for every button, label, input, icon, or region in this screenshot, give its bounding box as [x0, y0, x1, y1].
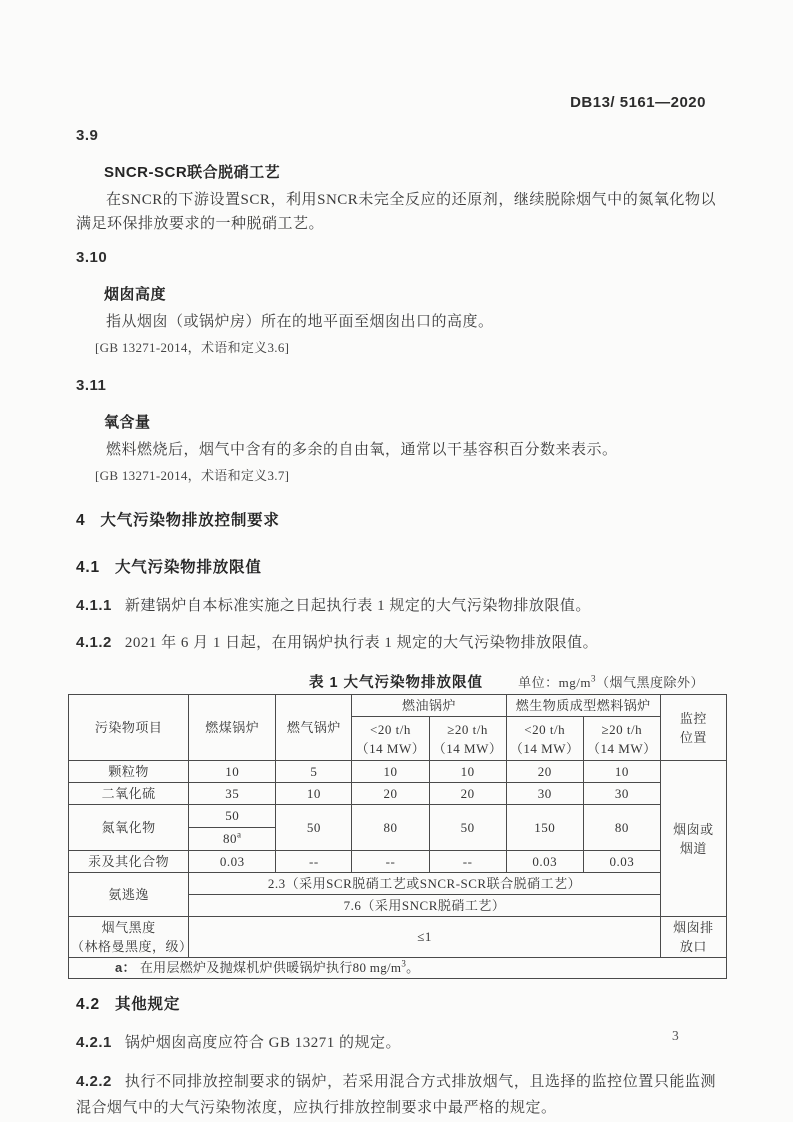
limit-cell: -- — [429, 851, 506, 873]
limit-cell: 50 — [429, 805, 506, 851]
table-footnote: a： 在用层燃炉及抛煤机炉供暖锅炉执行80 $mg/m^3$。 — [69, 958, 727, 979]
monitor-stack-outlet: 烟囱排 放口 — [660, 917, 726, 958]
paragraph-4-1-1 — [76, 593, 716, 619]
limit-cell: 10 — [429, 761, 506, 783]
footnote-marker-a: a — [236, 829, 242, 840]
limit-cell: 0.03 — [583, 851, 660, 873]
header-monitor-position: 监控 位置 — [660, 695, 726, 761]
paragraph-4-1-2 — [76, 630, 716, 656]
section-4-2-title: 其他规定 — [114, 996, 181, 1013]
term-3-10-title: 烟囱高度 — [104, 286, 167, 303]
limit-cell: 80 — [583, 805, 660, 851]
term-3-11-source: [GB 13271-2014，术语和定义3.7] — [95, 468, 290, 483]
table-1-unit: 单位：$mg/m^3$（烟气黑度除外） — [518, 673, 704, 690]
ammonia-scr-limit: 2.3（采用SCR脱硝工艺或SNCR-SCR联合脱硝工艺） — [189, 873, 661, 895]
row-footnote — [69, 958, 727, 979]
row-particulate — [69, 761, 727, 783]
paragraph-4-2-2 — [76, 1069, 716, 1121]
paragraph-4-1-1-number: 4.1.1 — [76, 597, 112, 614]
row-nox-1 — [69, 805, 727, 828]
paragraph-4-2-2-number: 4.2.2 — [76, 1073, 112, 1090]
paragraph-4-1-1-text: 新建锅炉自本标准实施之日起执行表 1 规定的大气污染物排放限值。 — [124, 598, 591, 614]
section-4-2-number: 4.2 — [76, 996, 100, 1013]
pollutant-label: 氨逃逸 — [69, 873, 189, 917]
pollutant-label: 二氧化硫 — [69, 783, 189, 805]
pollutant-label: 烟气黑度 （林格曼黑度，级） — [69, 917, 189, 958]
limit-cell: 10 — [352, 761, 429, 783]
page-number: 3 — [672, 1028, 680, 1043]
term-3-10-definition: 指从烟囱（或锅炉房）所在的地平面至烟囱出口的高度。 — [106, 314, 494, 330]
limit-cell: 35 — [189, 783, 276, 805]
header-bio-lt20: <20 t/h （14 MW） — [506, 717, 583, 761]
term-3-11-definition: 燃料燃烧后，烟气中含有的多余的自由氧，通常以干基容积百分数来表示。 — [106, 442, 618, 458]
section-4-2-heading — [76, 992, 716, 1014]
limit-cell: 20 — [506, 761, 583, 783]
paragraph-4-1-2-text: 2021 年 6 月 1 日起，在用锅炉执行表 1 规定的大气污染物排放限值。 — [124, 635, 599, 651]
chapter-4-number: 4 — [76, 512, 86, 529]
doc-reference: DB13/ 5161—2020 — [570, 94, 706, 111]
ammonia-sncr-limit: 7.6（采用SNCR脱硝工艺） — [189, 895, 661, 917]
term-3-9-definition: 在SNCR的下游设置SCR，利用SNCR未完全反应的还原剂，继续脱除烟气中的氮氧化物以满足环保排放要求的一种脱硝工艺。 — [76, 192, 716, 232]
row-blackness — [69, 917, 727, 958]
pollutant-label: 氮氧化物 — [69, 805, 189, 851]
clause-3-10-number: 3.10 — [76, 249, 108, 266]
table-1-title: 表 1 大气污染物排放限值 — [308, 675, 484, 691]
header-coal-boiler: 燃煤锅炉 — [189, 695, 276, 761]
section-4-1-number: 4.1 — [76, 559, 100, 576]
limit-cell: 10 — [276, 783, 352, 805]
blackness-limit: ≤1 — [189, 917, 661, 958]
paragraph-4-2-2-text: 执行不同排放控制要求的锅炉，若采用混合方式排放烟气，且选择的监控位置只能监测混合烟气中的大气污染物浓度，应执行排放控制要求中最严格的规定。 — [76, 1074, 716, 1116]
section-4-1-title: 大气污染物排放限值 — [114, 559, 262, 576]
limit-cell: 20 — [352, 783, 429, 805]
term-3-9-title: SNCR-SCR联合脱硝工艺 — [104, 164, 281, 181]
limit-cell: 10 — [189, 761, 276, 783]
limit-cell: 150 — [506, 805, 583, 851]
pollutant-label: 汞及其化合物 — [69, 851, 189, 873]
header-oil-boiler: 燃油锅炉 — [352, 695, 506, 717]
section-4-1-heading — [76, 555, 716, 577]
header-oil-ge20: ≥20 t/h （14 MW） — [429, 717, 506, 761]
pollutant-label: 颗粒物 — [69, 761, 189, 783]
paragraph-4-2-1-text: 锅炉烟囱高度应符合 GB 13271 的规定。 — [124, 1035, 401, 1051]
paragraph-4-2-1 — [76, 1030, 716, 1056]
limit-cell: -- — [352, 851, 429, 873]
unit-superscript: 3 — [590, 673, 596, 684]
limit-cell: 0.03 — [506, 851, 583, 873]
chapter-4-title: 大气污染物排放控制要求 — [100, 512, 280, 529]
clause-3-9-number: 3.9 — [76, 127, 99, 144]
row-ammonia-1 — [69, 873, 727, 895]
limit-cell: 10 — [583, 761, 660, 783]
limit-cell: 30 — [583, 783, 660, 805]
limit-cell: -- — [276, 851, 352, 873]
paragraph-4-1-2-number: 4.1.2 — [76, 634, 112, 651]
limit-cell: 20 — [429, 783, 506, 805]
limit-cell: 50 — [189, 805, 276, 828]
limit-cell-footnoted: 80$^a$ — [189, 828, 276, 851]
monitor-stack-or-flue: 烟囱或 烟道 — [660, 761, 726, 917]
table-1-emission-limits — [68, 694, 727, 979]
clause-3-11-number: 3.11 — [76, 377, 107, 394]
header-gas-boiler: 燃气锅炉 — [276, 695, 352, 761]
term-3-10-source: [GB 13271-2014，术语和定义3.6] — [95, 340, 290, 355]
limit-cell: 80 — [352, 805, 429, 851]
row-so2 — [69, 783, 727, 805]
limit-cell: 50 — [276, 805, 352, 851]
header-biomass-boiler: 燃生物质成型燃料锅炉 — [506, 695, 660, 717]
header-oil-lt20: <20 t/h （14 MW） — [352, 717, 429, 761]
header-bio-ge20: ≥20 t/h （14 MW） — [583, 717, 660, 761]
limit-cell: 0.03 — [189, 851, 276, 873]
limit-cell: 30 — [506, 783, 583, 805]
chapter-4-heading — [76, 508, 716, 530]
header-pollutant: 污染物项目 — [69, 695, 189, 761]
term-3-11-title: 氧含量 — [104, 414, 151, 431]
paragraph-4-2-1-number: 4.2.1 — [76, 1034, 112, 1051]
table-1-caption — [76, 671, 716, 691]
limit-cell: 5 — [276, 761, 352, 783]
row-mercury — [69, 851, 727, 873]
